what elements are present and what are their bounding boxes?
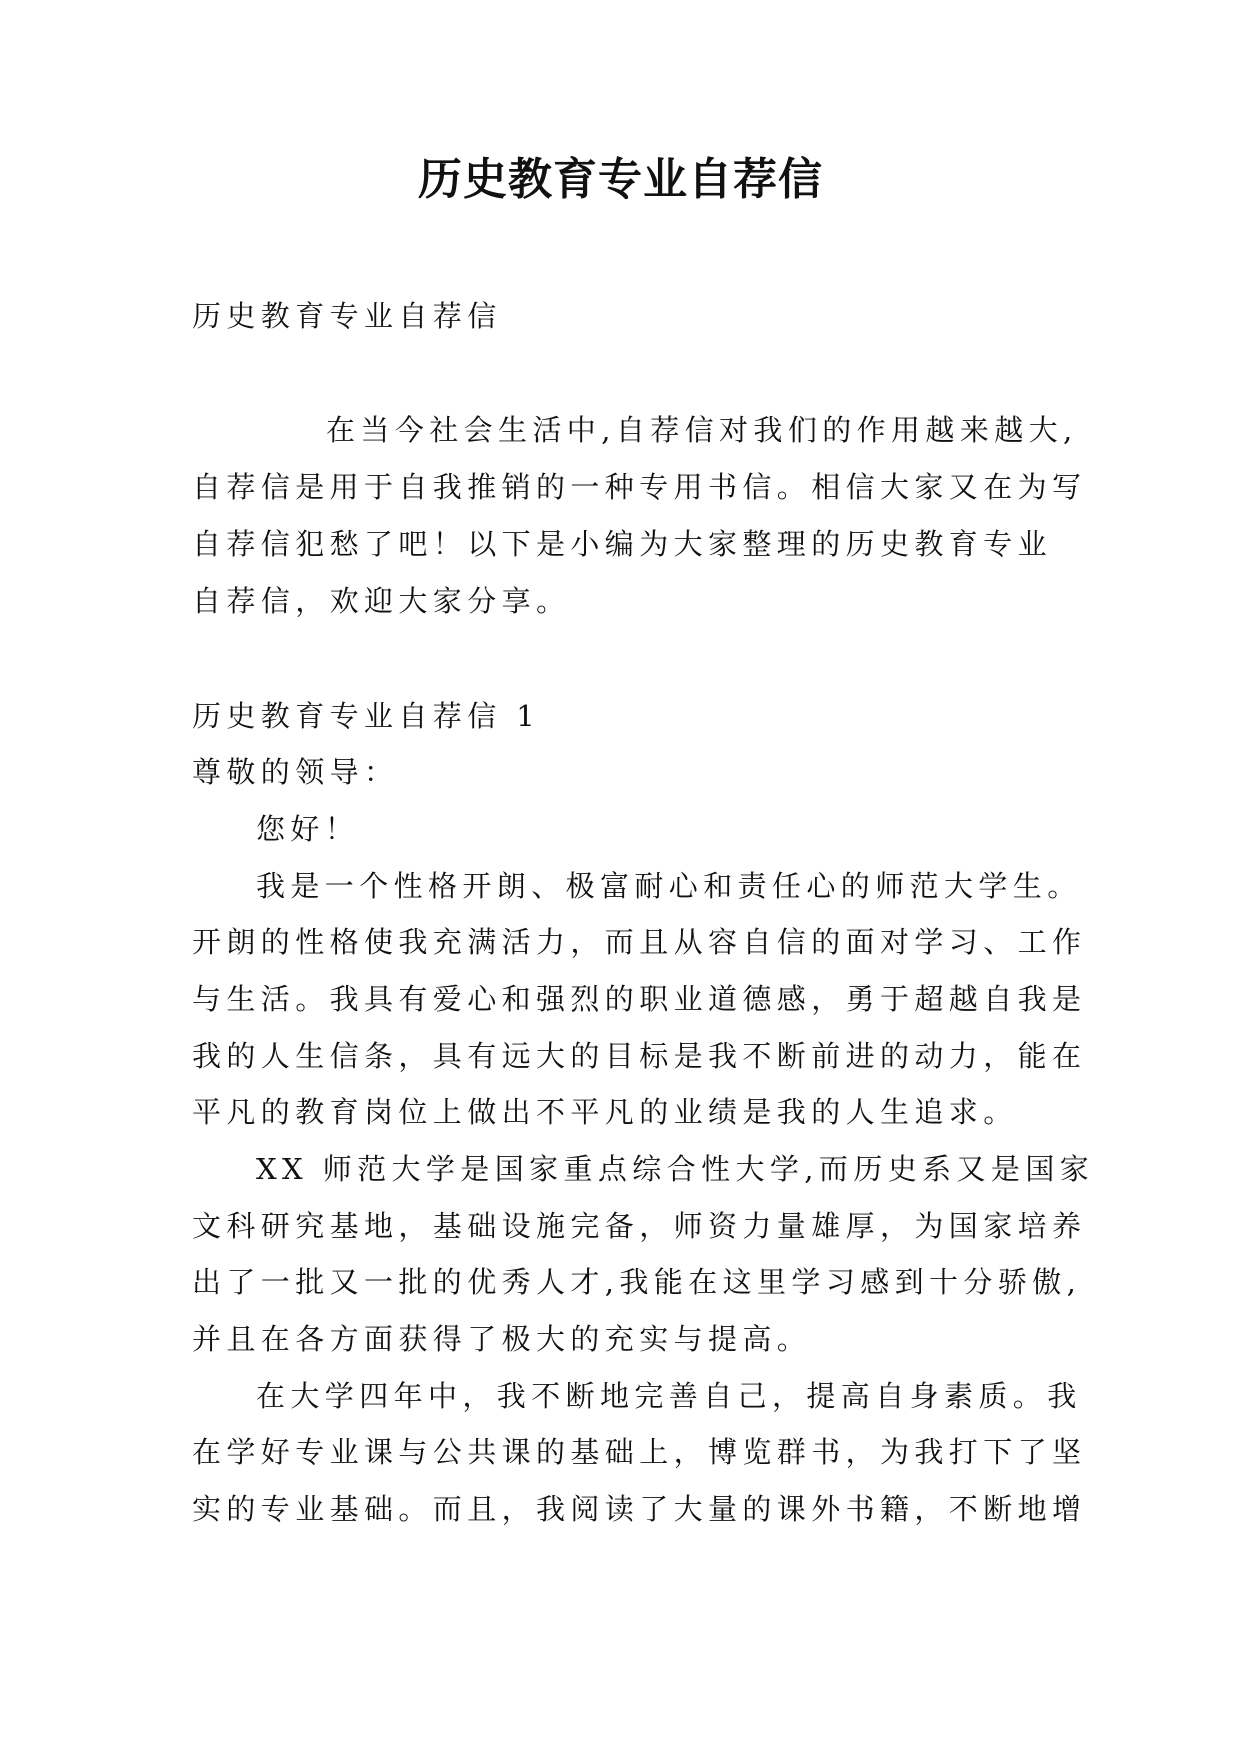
section-heading: 历史教育专业自荐信 1 <box>192 699 541 733</box>
intro-line-1: 在当今社会生活中,自荐信对我们的作用越来越大, <box>326 413 1078 447</box>
salutation: 尊敬的领导： <box>192 755 399 789</box>
intro-line-4: 自荐信，欢迎大家分享。 <box>192 584 571 618</box>
paragraph1-line-5: 平凡的教育岗位上做出不平凡的业绩是我的人生追求。 <box>192 1095 1018 1129</box>
paragraph1-line-1: 我是一个性格开朗、极富耐心和责任心的师范大学生。 <box>256 869 1082 903</box>
paragraph2-line-4: 并且在各方面获得了极大的充实与提高。 <box>192 1322 812 1356</box>
paragraph3-line-1: 在大学四年中，我不断地完善自己，提高自身素质。我 <box>256 1379 1082 1413</box>
intro-line-3: 自荐信犯愁了吧！以下是小编为大家整理的历史教育专业 <box>192 527 1053 561</box>
document-title: 历史教育专业自荐信 <box>418 154 823 205</box>
paragraph1-line-2: 开朗的性格使我充满活力，而且从容自信的面对学习、工作 <box>192 925 1087 959</box>
document-subtitle: 历史教育专业自荐信 <box>192 299 502 333</box>
paragraph2-line-1: XX 师范大学是国家重点综合性大学,而历史系又是国家 <box>256 1152 1095 1186</box>
paragraph3-line-2: 在学好专业课与公共课的基础上，博览群书，为我打下了坚 <box>192 1435 1087 1469</box>
intro-line-2: 自荐信是用于自我推销的一种专用书信。相信大家又在为写 <box>192 470 1087 504</box>
paragraph1-line-4: 我的人生信条，具有远大的目标是我不断前进的动力，能在 <box>192 1039 1087 1073</box>
paragraph1-line-3: 与生活。我具有爱心和强烈的职业道德感，勇于超越自我是 <box>192 982 1087 1016</box>
greeting: 您好！ <box>256 812 360 846</box>
paragraph2-line-3: 出了一批又一批的优秀人才,我能在这里学习感到十分骄傲, <box>192 1265 1082 1299</box>
paragraph3-line-3: 实的专业基础。而且，我阅读了大量的课外书籍，不断地增 <box>192 1492 1087 1526</box>
paragraph2-line-2: 文科研究基地，基础设施完备，师资力量雄厚，为国家培养 <box>192 1209 1087 1243</box>
